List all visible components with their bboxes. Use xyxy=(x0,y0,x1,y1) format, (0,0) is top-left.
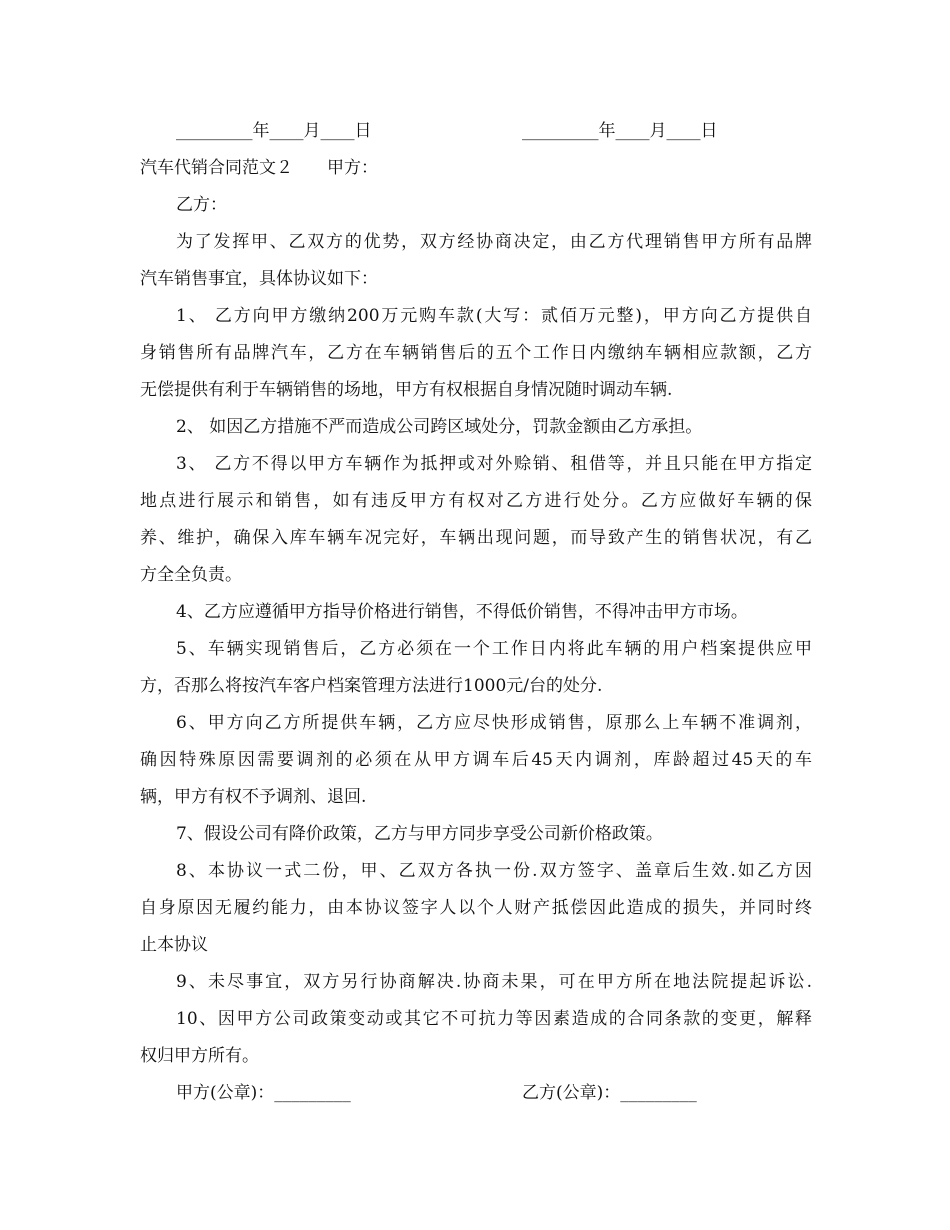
clause-10-line-1: 10、因甲方公司政策变动或其它不可抗力等因素造成的合同条款的变更，解释 xyxy=(176,1009,812,1029)
clause-1-line-2: 身销售所有品牌汽车，乙方在车辆销售后的五个工作日内缴纳车辆相应款额，乙方 xyxy=(140,343,812,363)
clause-7-line-1: 7、假设公司有降价政策，乙方与甲方同步享受公司新价格政策。 xyxy=(176,824,663,844)
party-a-label: 甲方： xyxy=(327,158,378,178)
clause-5-line-2: 方，否那么将按汽车客户档案管理方法进行1000元/台的处分. xyxy=(140,676,603,696)
document-title: 汽车代销合同范文２ xyxy=(140,158,293,178)
date-line-right: _________年____月____日 xyxy=(522,121,718,141)
clause-8-line-1: 8、本协议一式二份，甲、乙双方各执一份.双方签字、盖章后生效.如乙方因 xyxy=(176,861,812,881)
party-a-seal-line: 甲方(公章)：_________ xyxy=(176,1083,351,1103)
clause-2-line-1: 2、 如因乙方措施不严而造成公司跨区域处分，罚款金额由乙方承担。 xyxy=(176,417,703,437)
clause-5-line-1: 5、车辆实现销售后，乙方必须在一个工作日内将此车辆的用户档案提供应甲 xyxy=(176,639,812,659)
party-b-label: 乙方： xyxy=(176,195,227,215)
clause-8-line-3: 止本协议 xyxy=(140,935,208,955)
intro-line-1: 为了发挥甲、乙双方的优势，双方经协商决定，由乙方代理销售甲方所有品牌 xyxy=(176,232,812,252)
clause-10-line-2: 权归甲方所有。 xyxy=(140,1046,259,1066)
date-line-left: _________年____月____日 xyxy=(176,121,372,141)
clause-3-line-4: 方全全负责。 xyxy=(140,565,242,585)
clause-8-line-2: 自身原因无履约能力，由本协议签字人以个人财产抵偿因此造成的损失，并同时终 xyxy=(140,898,812,918)
clause-1-line-1: 1、 乙方向甲方缴纳200万元购车款(大写：贰佰万元整)，甲方向乙方提供自 xyxy=(176,306,812,326)
party-b-seal-line: 乙方(公章)：_________ xyxy=(522,1083,697,1103)
clause-6-line-2: 确因特殊原因需要调剂的必须在从甲方调车后45天内调剂，库龄超过45天的车 xyxy=(140,750,812,770)
clause-3-line-1: 3、 乙方不得以甲方车辆作为抵押或对外赊销、租借等，并且只能在甲方指定 xyxy=(176,454,812,474)
clause-6-line-3: 辆，甲方有权不予调剂、退回. xyxy=(140,787,367,807)
intro-line-2: 汽车销售事宜，具体协议如下： xyxy=(140,269,378,289)
clause-3-line-3: 养、维护，确保入库车辆车况完好，车辆出现问题，而导致产生的销售状况，有乙 xyxy=(140,528,812,548)
title-row xyxy=(140,157,378,179)
clause-1-line-3: 无偿提供有利于车辆销售的场地，甲方有权根据自身情况随时调动车辆. xyxy=(140,380,673,400)
clause-9-line-1: 9、未尽事宜，双方另行协商解决.协商未果，可在甲方所在地法院提起诉讼. xyxy=(176,972,812,992)
clause-3-line-2: 地点进行展示和销售，如有违反甲方有权对乙方进行处分。乙方应做好车辆的保 xyxy=(140,491,812,511)
clause-4-line-1: 4、乙方应遵循甲方指导价格进行销售，不得低价销售，不得冲击甲方市场。 xyxy=(176,602,748,622)
clause-6-line-1: 6、甲方向乙方所提供车辆，乙方应尽快形成销售，原那么上车辆不准调剂， xyxy=(176,713,812,733)
